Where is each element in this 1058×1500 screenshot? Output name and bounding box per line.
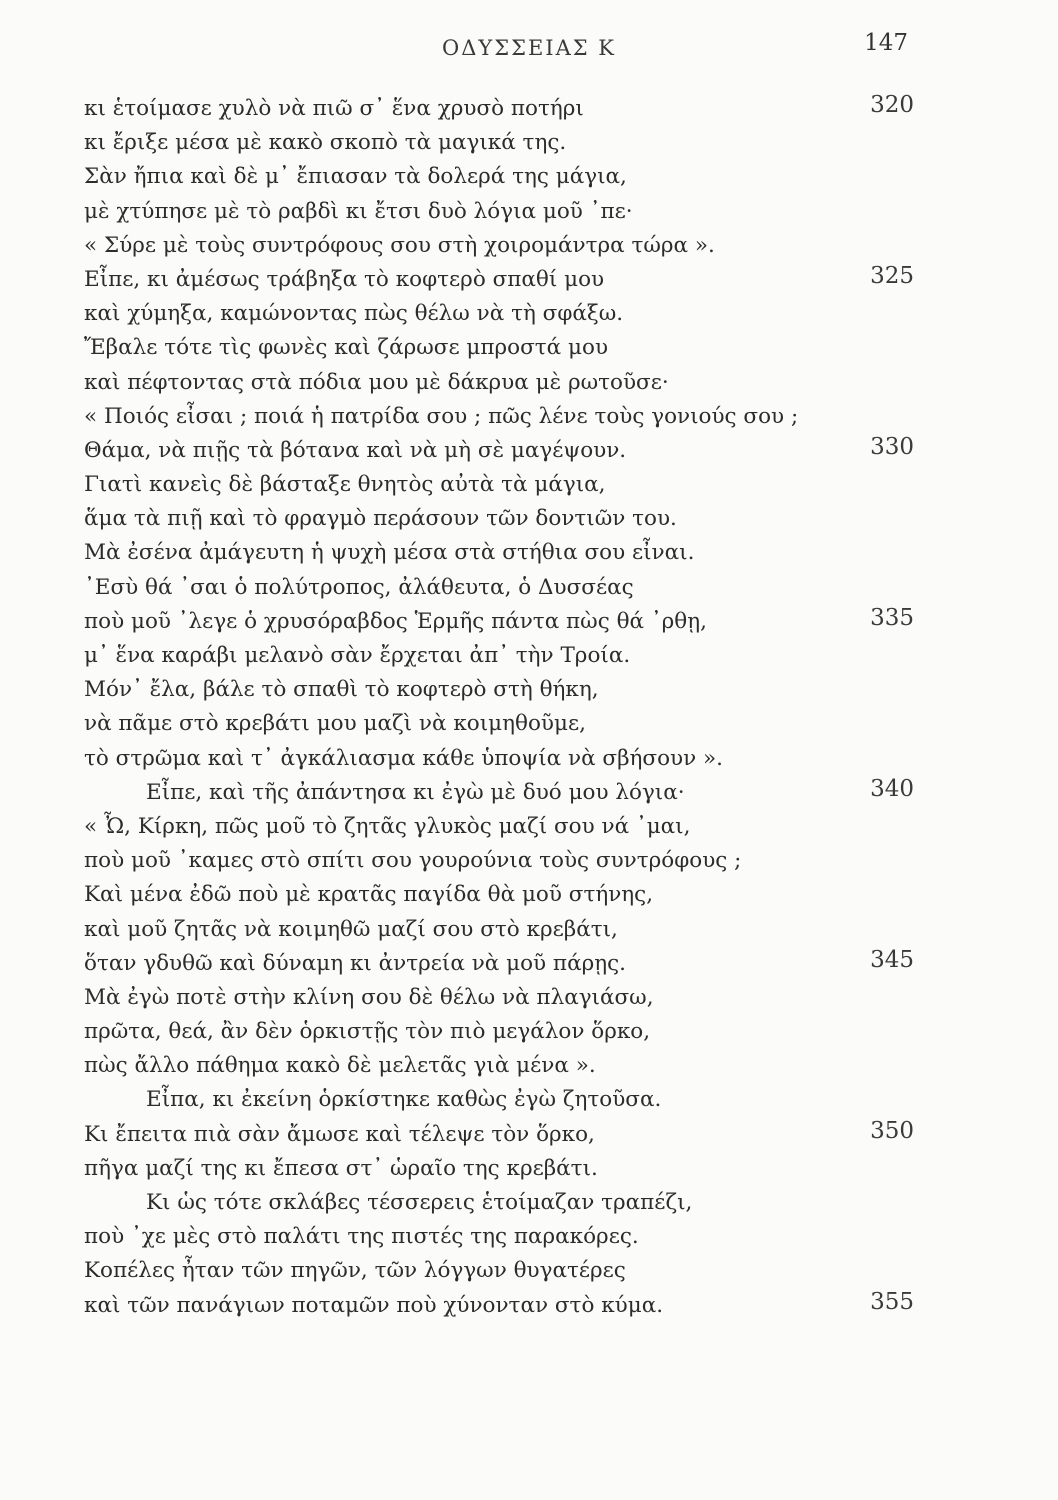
verse-text: ποὺ μοῦ ᾽καμες στὸ σπίτι σου γουρούνια τοὺς συντρόφους ;	[84, 848, 742, 874]
verse-text: Κι ἔπειτα πιὰ σὰν ἄμωσε καὶ τέλεψε τὸν ὅρκο,	[84, 1121, 595, 1147]
verse-block	[84, 92, 914, 1323]
verse-line	[84, 1118, 914, 1152]
verse-line	[84, 468, 914, 502]
verse-text: καὶ τῶν πανάγιων ποταμῶν ποὺ χύνονταν στὸ κύμα.	[84, 1292, 664, 1318]
line-number: 325	[870, 262, 914, 289]
verse-text: Καὶ μένα ἐδῶ ποὺ μὲ κρατᾶς παγίδα θὰ μοῦ στήνης,	[84, 882, 654, 908]
verse-line	[84, 263, 914, 297]
verse-line	[84, 947, 914, 981]
verse-text: Κι ὡς τότε σκλάβες τέσσερεις ἑτοίμαζαν τραπέζι,	[146, 1190, 693, 1215]
line-number: 330	[870, 433, 914, 460]
verse-text: ποὺ ᾽χε μὲς στὸ παλάτι της πιστές της παρακόρες.	[84, 1224, 639, 1250]
verse-text: ἅμα τὰ πιῇ καὶ τὸ φραγμὸ περάσουν τῶν δοντιῶν του.	[84, 506, 677, 532]
verse-line	[84, 1083, 914, 1117]
verse-line	[84, 126, 914, 160]
verse-text: πρῶτα, θεά, ἂν δὲν ὁρκιστῇς τὸν πιὸ μεγάλον ὅρκο,	[84, 1019, 651, 1045]
verse-line	[84, 297, 914, 331]
verse-text: Εἶπε, κι ἀμέσως τράβηξα τὸ κοφτερὸ σπαθί μου	[84, 266, 605, 292]
verse-text: νὰ πᾶμε στὸ κρεβάτι μου μαζὶ νὰ κοιμηθοῦμε,	[84, 711, 586, 737]
verse-text: Εἶπα, κι ἐκείνη ὁρκίστηκε καθὼς ἐγὼ ζητοῦσα.	[146, 1087, 662, 1113]
verse-text: κι ἑτοίμασε χυλὸ νὰ πιῶ σ᾽ ἕνα χρυσὸ ποτήρι	[84, 96, 584, 121]
line-number: 350	[870, 1117, 914, 1144]
verse-line	[84, 1152, 914, 1186]
verse-text: « Ποιός εἶσαι ; ποιά ἡ πατρίδα σου ; πῶς λένε τοὺς γονιούς σου ;	[84, 403, 799, 429]
verse-line	[84, 400, 914, 434]
line-number: 345	[870, 946, 914, 973]
verse-line	[84, 1289, 914, 1323]
verse-line	[84, 434, 914, 468]
verse-text: ὅταν γδυθῶ καὶ δύναμη κι ἀντρεία νὰ μοῦ πάρῃς.	[84, 950, 626, 976]
verse-text: Ἔβαλε τότε τὶς φωνὲς καὶ ζάρωσε μπροστά μου	[84, 335, 609, 361]
verse-line	[84, 981, 914, 1015]
verse-line	[84, 195, 914, 229]
verse-line	[84, 160, 914, 194]
verse-text: καὶ χύμηξα, καμώνοντας πὼς θέλω νὰ τὴ σφάξω.	[84, 301, 624, 327]
verse-line	[84, 536, 914, 570]
page-number: 147	[864, 30, 908, 56]
verse-line	[84, 776, 914, 810]
verse-text: ποὺ μοῦ ᾽λεγε ὁ χρυσόραβδος Ἑρμῆς πάντα πὼς θά ᾽ρθῃ,	[84, 608, 707, 634]
running-title: ΟΔΥΣΣΕΙΑΣ Κ	[442, 36, 616, 60]
verse-line	[84, 844, 914, 878]
verse-text: Μόν᾽ ἔλα, βάλε τὸ σπαθὶ τὸ κοφτερὸ στὴ θήκη,	[84, 677, 599, 703]
verse-line	[84, 92, 914, 126]
verse-line	[84, 1254, 914, 1288]
verse-line	[84, 229, 914, 263]
verse-text: « Σύρε μὲ τοὺς συντρόφους σου στὴ χοιρομάντρα τώρα ».	[84, 232, 715, 258]
verse-line	[84, 673, 914, 707]
verse-text: μ᾽ ἕνα καράβι μελανὸ σὰν ἔρχεται ἀπ᾽ τὴν Τροία.	[84, 643, 631, 668]
verse-text: τὸ στρῶμα καὶ τ᾽ ἀγκάλιασμα κάθε ὑποψία νὰ σβήσουν ».	[84, 745, 723, 771]
verse-line	[84, 1220, 914, 1254]
verse-text: κι ἔριξε μέσα μὲ κακὸ σκοπὸ τὰ μαγικά της.	[84, 130, 567, 156]
verse-line	[84, 331, 914, 365]
line-number: 335	[870, 604, 914, 631]
verse-text: Εἶπε, καὶ τῆς ἀπάντησα κι ἐγὼ μὲ δυό μου λόγια·	[146, 779, 685, 805]
verse-line	[84, 605, 914, 639]
verse-line	[84, 707, 914, 741]
verse-line	[84, 878, 914, 912]
verse-text: Σὰν ἤπια καὶ δὲ μ᾽ ἔπιασαν τὰ δολερά της μάγια,	[84, 164, 627, 190]
verse-text: πὼς ἄλλο πάθημα κακὸ δὲ μελετᾶς γιὰ μένα ».	[84, 1053, 596, 1079]
verse-line	[84, 810, 914, 844]
verse-text: μὲ χτύπησε μὲ τὸ ραβδὶ κι ἔτσι δυὸ λόγια μοῦ ᾽πε·	[84, 198, 633, 224]
verse-text: Γιατὶ κανεὶς δὲ βάσταξε θνητὸς αὐτὰ τὰ μάγια,	[84, 472, 606, 498]
verse-text: « Ὦ, Κίρκη, πῶς μοῦ τὸ ζητᾶς γλυκὸς μαζί σου νά ᾽μαι,	[84, 813, 691, 839]
verse-line	[84, 639, 914, 673]
verse-line	[84, 1186, 914, 1220]
verse-line	[84, 913, 914, 947]
verse-text: καὶ μοῦ ζητᾶς νὰ κοιμηθῶ μαζί σου στὸ κρεβάτι,	[84, 916, 618, 942]
verse-text: πῆγα μαζί της κι ἔπεσα στ᾽ ὡραῖο της κρεβάτι.	[84, 1155, 598, 1181]
verse-line	[84, 1049, 914, 1083]
verse-text: Μὰ ἐγὼ ποτὲ στὴν κλίνη σου δὲ θέλω νὰ πλαγιάσω,	[84, 984, 654, 1010]
verse-line	[84, 1015, 914, 1049]
verse-text: Μὰ ἐσένα ἀμάγευτη ἡ ψυχὴ μέσα στὰ στήθια σου εἶναι.	[84, 540, 695, 566]
verse-line	[84, 366, 914, 400]
line-number: 355	[870, 1288, 914, 1315]
verse-text: καὶ πέφτοντας στὰ πόδια μου μὲ δάκρυα μὲ ρωτοῦσε·	[84, 369, 669, 395]
verse-text: ᾽Εσὺ θά ᾽σαι ὁ πολύτροπος, ἀλάθευτα, ὁ Δυσσέας	[84, 574, 634, 600]
verse-line	[84, 502, 914, 536]
line-number: 320	[870, 92, 914, 118]
verse-text: Θάμα, νὰ πιῇς τὰ βότανα καὶ νὰ μὴ σὲ μαγέψουν.	[84, 437, 627, 463]
verse-line	[84, 571, 914, 605]
verse-text: Κοπέλες ἦταν τῶν πηγῶν, τῶν λόγγων θυγατέρες	[84, 1258, 626, 1284]
line-number: 340	[870, 775, 914, 802]
verse-line	[84, 742, 914, 776]
